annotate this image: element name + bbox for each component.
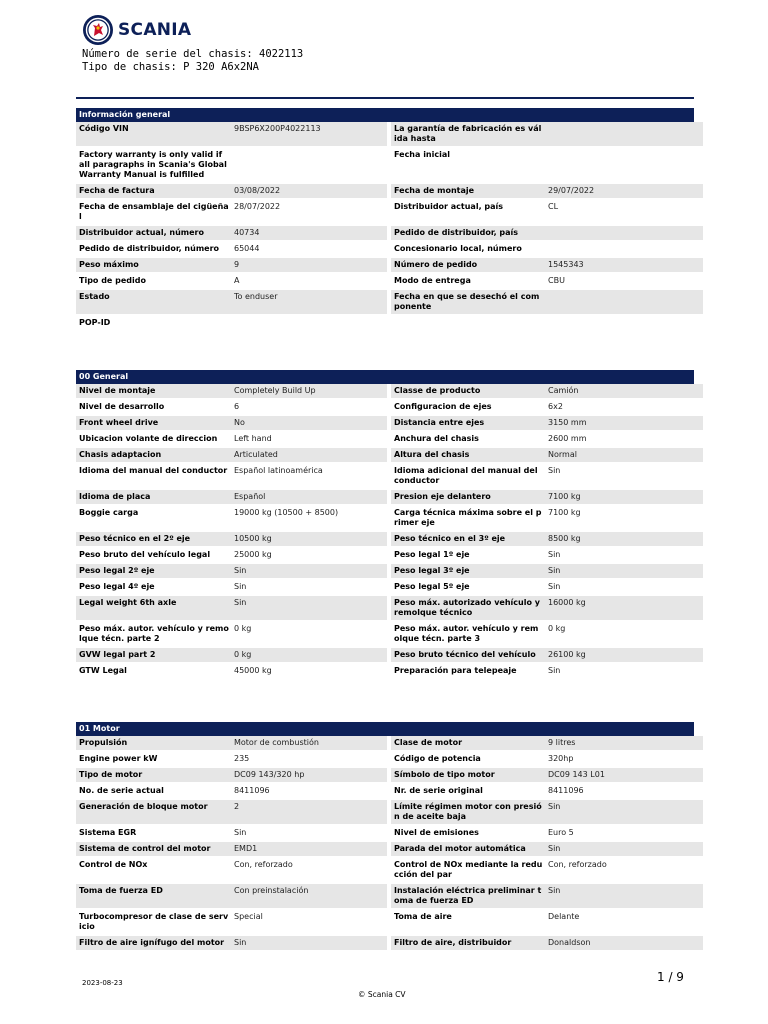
table-row	[76, 910, 703, 934]
field-value: Sin	[231, 936, 387, 950]
field-label: GTW Legal	[76, 664, 231, 678]
table-row	[76, 532, 703, 546]
field-value: 235	[231, 752, 387, 766]
field-label: Peso técnico en el 3º eje	[387, 532, 545, 546]
field-value	[231, 148, 387, 182]
table-row	[76, 274, 703, 288]
field-value: Sin	[231, 596, 387, 620]
field-label: Modo de entrega	[387, 274, 545, 288]
field-value: A	[231, 274, 387, 288]
field-label: Tipo de motor	[76, 768, 231, 782]
chassis-serial-number: Número de serie del chasis: 4022113	[82, 48, 304, 60]
field-label: Sistema de control del motor	[76, 842, 231, 856]
table-row	[76, 400, 703, 414]
field-value: 7100 kg	[545, 490, 703, 504]
field-label: Idioma del manual del conductor	[76, 464, 231, 488]
field-value: 6x2	[545, 400, 703, 414]
field-label: Anchura del chasis	[387, 432, 545, 446]
field-label: Factory warranty is only valid if all paragraphs in Scania's Global Warranty Manual is fulfilled	[76, 148, 231, 182]
field-value: 9 litres	[545, 736, 703, 750]
table-row	[76, 936, 703, 950]
field-value: 3150 mm	[545, 416, 703, 430]
table-row	[76, 148, 703, 182]
field-label: Filtro de aire ignífugo del motor	[76, 936, 231, 950]
field-value: 29/07/2022	[545, 184, 703, 198]
field-value: Español	[231, 490, 387, 504]
field-value: Special	[231, 910, 387, 934]
field-value: Sin	[545, 464, 703, 488]
print-date: 2023-08-23	[82, 979, 123, 987]
field-label: Distancia entre ejes	[387, 416, 545, 430]
field-value	[545, 148, 703, 182]
field-value: DC09 143/320 hp	[231, 768, 387, 782]
field-value: 9	[231, 258, 387, 272]
field-label: GVW legal part 2	[76, 648, 231, 662]
field-value: 2600 mm	[545, 432, 703, 446]
field-value: Articulated	[231, 448, 387, 462]
field-value: 8500 kg	[545, 532, 703, 546]
field-value: 03/08/2022	[231, 184, 387, 198]
field-label: Peso legal 5º eje	[387, 580, 545, 594]
field-label: Pedido de distribuidor, número	[76, 242, 231, 256]
field-value: 45000 kg	[231, 664, 387, 678]
field-value: Delante	[545, 910, 703, 934]
field-value: 10500 kg	[231, 532, 387, 546]
field-label: Tipo de pedido	[76, 274, 231, 288]
field-label	[387, 316, 545, 330]
field-value: 9BSP6X200P4022113	[231, 122, 387, 146]
field-value: 6	[231, 400, 387, 414]
table-row	[76, 596, 703, 620]
field-label: Instalación eléctrica preliminar toma de fuerza ED	[387, 884, 545, 908]
data-table	[76, 734, 703, 952]
field-label: Engine power kW	[76, 752, 231, 766]
table-row	[76, 258, 703, 272]
field-value: 0 kg	[545, 622, 703, 646]
field-value	[545, 122, 703, 146]
field-label: Generación de bloque motor	[76, 800, 231, 824]
field-value: 7100 kg	[545, 506, 703, 530]
field-value: 1545343	[545, 258, 703, 272]
table-row	[76, 622, 703, 646]
field-value: Motor de combustión	[231, 736, 387, 750]
table-row	[76, 384, 703, 398]
field-value: Sin	[231, 580, 387, 594]
field-label: Configuracion de ejes	[387, 400, 545, 414]
field-label: Límite régimen motor con presión de aceite baja	[387, 800, 545, 824]
field-value: Sin	[545, 664, 703, 678]
field-value: 19000 kg (10500 + 8500)	[231, 506, 387, 530]
field-label: Clase de motor	[387, 736, 545, 750]
field-label: Peso máximo	[76, 258, 231, 272]
field-label: Peso técnico en el 2º eje	[76, 532, 231, 546]
field-value	[545, 290, 703, 314]
field-label: Preparación para telepeaje	[387, 664, 545, 678]
field-label: Peso legal 2º eje	[76, 564, 231, 578]
field-label: Símbolo de tipo motor	[387, 768, 545, 782]
field-label: La garantía de fabricación es válida hasta	[387, 122, 545, 146]
scania-logo	[82, 14, 191, 46]
field-value: Camión	[545, 384, 703, 398]
field-value: Con, reforzado	[231, 858, 387, 882]
table-row	[76, 506, 703, 530]
table-row	[76, 416, 703, 430]
field-label: Número de pedido	[387, 258, 545, 272]
field-label: Concesionario local, número	[387, 242, 545, 256]
data-table	[76, 120, 703, 332]
field-value: CBU	[545, 274, 703, 288]
table-row	[76, 242, 703, 256]
field-value: No	[231, 416, 387, 430]
table-row	[76, 200, 703, 224]
field-value: Sin	[545, 564, 703, 578]
field-label: Peso legal 3º eje	[387, 564, 545, 578]
field-value: EMD1	[231, 842, 387, 856]
section-informacion-general	[76, 108, 694, 332]
table-row	[76, 664, 703, 678]
field-label: Código VIN	[76, 122, 231, 146]
field-label: Peso bruto técnico del vehículo	[387, 648, 545, 662]
field-label: Idioma adicional del manual del conductor	[387, 464, 545, 488]
field-label: Sistema EGR	[76, 826, 231, 840]
scania-griffin-logo-icon	[82, 14, 114, 46]
field-value: 0 kg	[231, 648, 387, 662]
chassis-type: Tipo de chasis: P 320 A6x2NA	[82, 61, 260, 73]
header-divider	[76, 97, 694, 99]
section-title: Información general	[76, 108, 694, 122]
field-label: Classe de producto	[387, 384, 545, 398]
field-label: Distribuidor actual, país	[387, 200, 545, 224]
brand-name: SCANIA	[118, 20, 192, 40]
field-value: 65044	[231, 242, 387, 256]
field-label: Distribuidor actual, número	[76, 226, 231, 240]
field-label: Control de NOx mediante la reducción del par	[387, 858, 545, 882]
table-row	[76, 184, 703, 198]
field-value: CL	[545, 200, 703, 224]
field-label: Legal weight 6th axle	[76, 596, 231, 620]
field-label: Idioma de placa	[76, 490, 231, 504]
field-value: 40734	[231, 226, 387, 240]
table-row	[76, 858, 703, 882]
field-label: Pedido de distribuidor, país	[387, 226, 545, 240]
table-row	[76, 842, 703, 856]
field-label: Peso legal 1º eje	[387, 548, 545, 562]
field-value: 8411096	[231, 784, 387, 798]
field-label: Turbocompresor de clase de servicio	[76, 910, 231, 934]
table-row	[76, 800, 703, 824]
field-value: 0 kg	[231, 622, 387, 646]
field-label: Estado	[76, 290, 231, 314]
field-label: Fecha de factura	[76, 184, 231, 198]
field-label: No. de serie actual	[76, 784, 231, 798]
data-table	[76, 382, 703, 680]
table-row	[76, 464, 703, 488]
section-title: 01 Motor	[76, 722, 694, 736]
table-row	[76, 432, 703, 446]
section-motor	[76, 722, 694, 952]
field-value: Con preinstalación	[231, 884, 387, 908]
field-value: Sin	[545, 842, 703, 856]
table-row	[76, 784, 703, 798]
field-value: Sin	[545, 548, 703, 562]
field-value: Euro 5	[545, 826, 703, 840]
field-label: Fecha inicial	[387, 148, 545, 182]
field-label: Front wheel drive	[76, 416, 231, 430]
table-row	[76, 752, 703, 766]
field-value: To enduser	[231, 290, 387, 314]
field-value	[545, 226, 703, 240]
field-value: 25000 kg	[231, 548, 387, 562]
field-value: 26100 kg	[545, 648, 703, 662]
field-label: Peso máx. autor. vehículo y remolque técn. parte 3	[387, 622, 545, 646]
table-row	[76, 490, 703, 504]
field-label: Filtro de aire, distribuidor	[387, 936, 545, 950]
table-row	[76, 122, 703, 146]
field-value: 16000 kg	[545, 596, 703, 620]
field-label: POP-ID	[76, 316, 231, 330]
field-label: Nivel de desarrollo	[76, 400, 231, 414]
table-row	[76, 548, 703, 562]
field-label: Ubicacion volante de direccion	[76, 432, 231, 446]
table-row	[76, 290, 703, 314]
field-label: Fecha de ensamblaje del cigüeñal	[76, 200, 231, 224]
field-value: Sin	[231, 826, 387, 840]
field-value: 2	[231, 800, 387, 824]
table-row	[76, 736, 703, 750]
section-title: 00 General	[76, 370, 694, 384]
field-value: 8411096	[545, 784, 703, 798]
copyright: © Scania CV	[358, 990, 406, 999]
field-value: Donaldson	[545, 936, 703, 950]
field-label: Código de potencia	[387, 752, 545, 766]
field-label: Carga técnica máxima sobre el primer eje	[387, 506, 545, 530]
field-label: Nivel de montaje	[76, 384, 231, 398]
field-value: 320hp	[545, 752, 703, 766]
field-label: Peso legal 4º eje	[76, 580, 231, 594]
field-label: Peso máx. autorizado vehículo y remolque técnico	[387, 596, 545, 620]
page-number: 1 / 9	[657, 970, 684, 984]
field-value	[545, 242, 703, 256]
table-row	[76, 580, 703, 594]
field-value: Normal	[545, 448, 703, 462]
field-label: Toma de fuerza ED	[76, 884, 231, 908]
field-value: Sin	[545, 884, 703, 908]
field-value	[231, 316, 387, 330]
field-label: Fecha de montaje	[387, 184, 545, 198]
field-label: Control de NOx	[76, 858, 231, 882]
field-label: Nivel de emisiones	[387, 826, 545, 840]
field-value: Left hand	[231, 432, 387, 446]
section-general	[76, 370, 694, 680]
field-label: Parada del motor automática	[387, 842, 545, 856]
field-value: Español latinoamérica	[231, 464, 387, 488]
field-label: Fecha en que se desechó el componente	[387, 290, 545, 314]
table-row	[76, 768, 703, 782]
field-value: Sin	[231, 564, 387, 578]
field-label: Toma de aire	[387, 910, 545, 934]
field-label: Boggie carga	[76, 506, 231, 530]
field-label: Propulsión	[76, 736, 231, 750]
table-row	[76, 226, 703, 240]
field-value: Con, reforzado	[545, 858, 703, 882]
table-row	[76, 564, 703, 578]
field-value: Completely Build Up	[231, 384, 387, 398]
field-value: Sin	[545, 580, 703, 594]
field-label: Altura del chasis	[387, 448, 545, 462]
field-label: Peso máx. autor. vehículo y remolque técn. parte 2	[76, 622, 231, 646]
field-value: Sin	[545, 800, 703, 824]
field-value	[545, 316, 703, 330]
field-value: 28/07/2022	[231, 200, 387, 224]
table-row	[76, 648, 703, 662]
field-label: Presion eje delantero	[387, 490, 545, 504]
field-value: DC09 143 L01	[545, 768, 703, 782]
field-label: Peso bruto del vehículo legal	[76, 548, 231, 562]
table-row	[76, 826, 703, 840]
field-label: Chasis adaptacion	[76, 448, 231, 462]
field-label: Nr. de serie original	[387, 784, 545, 798]
table-row	[76, 884, 703, 908]
table-row	[76, 448, 703, 462]
table-row	[76, 316, 703, 330]
